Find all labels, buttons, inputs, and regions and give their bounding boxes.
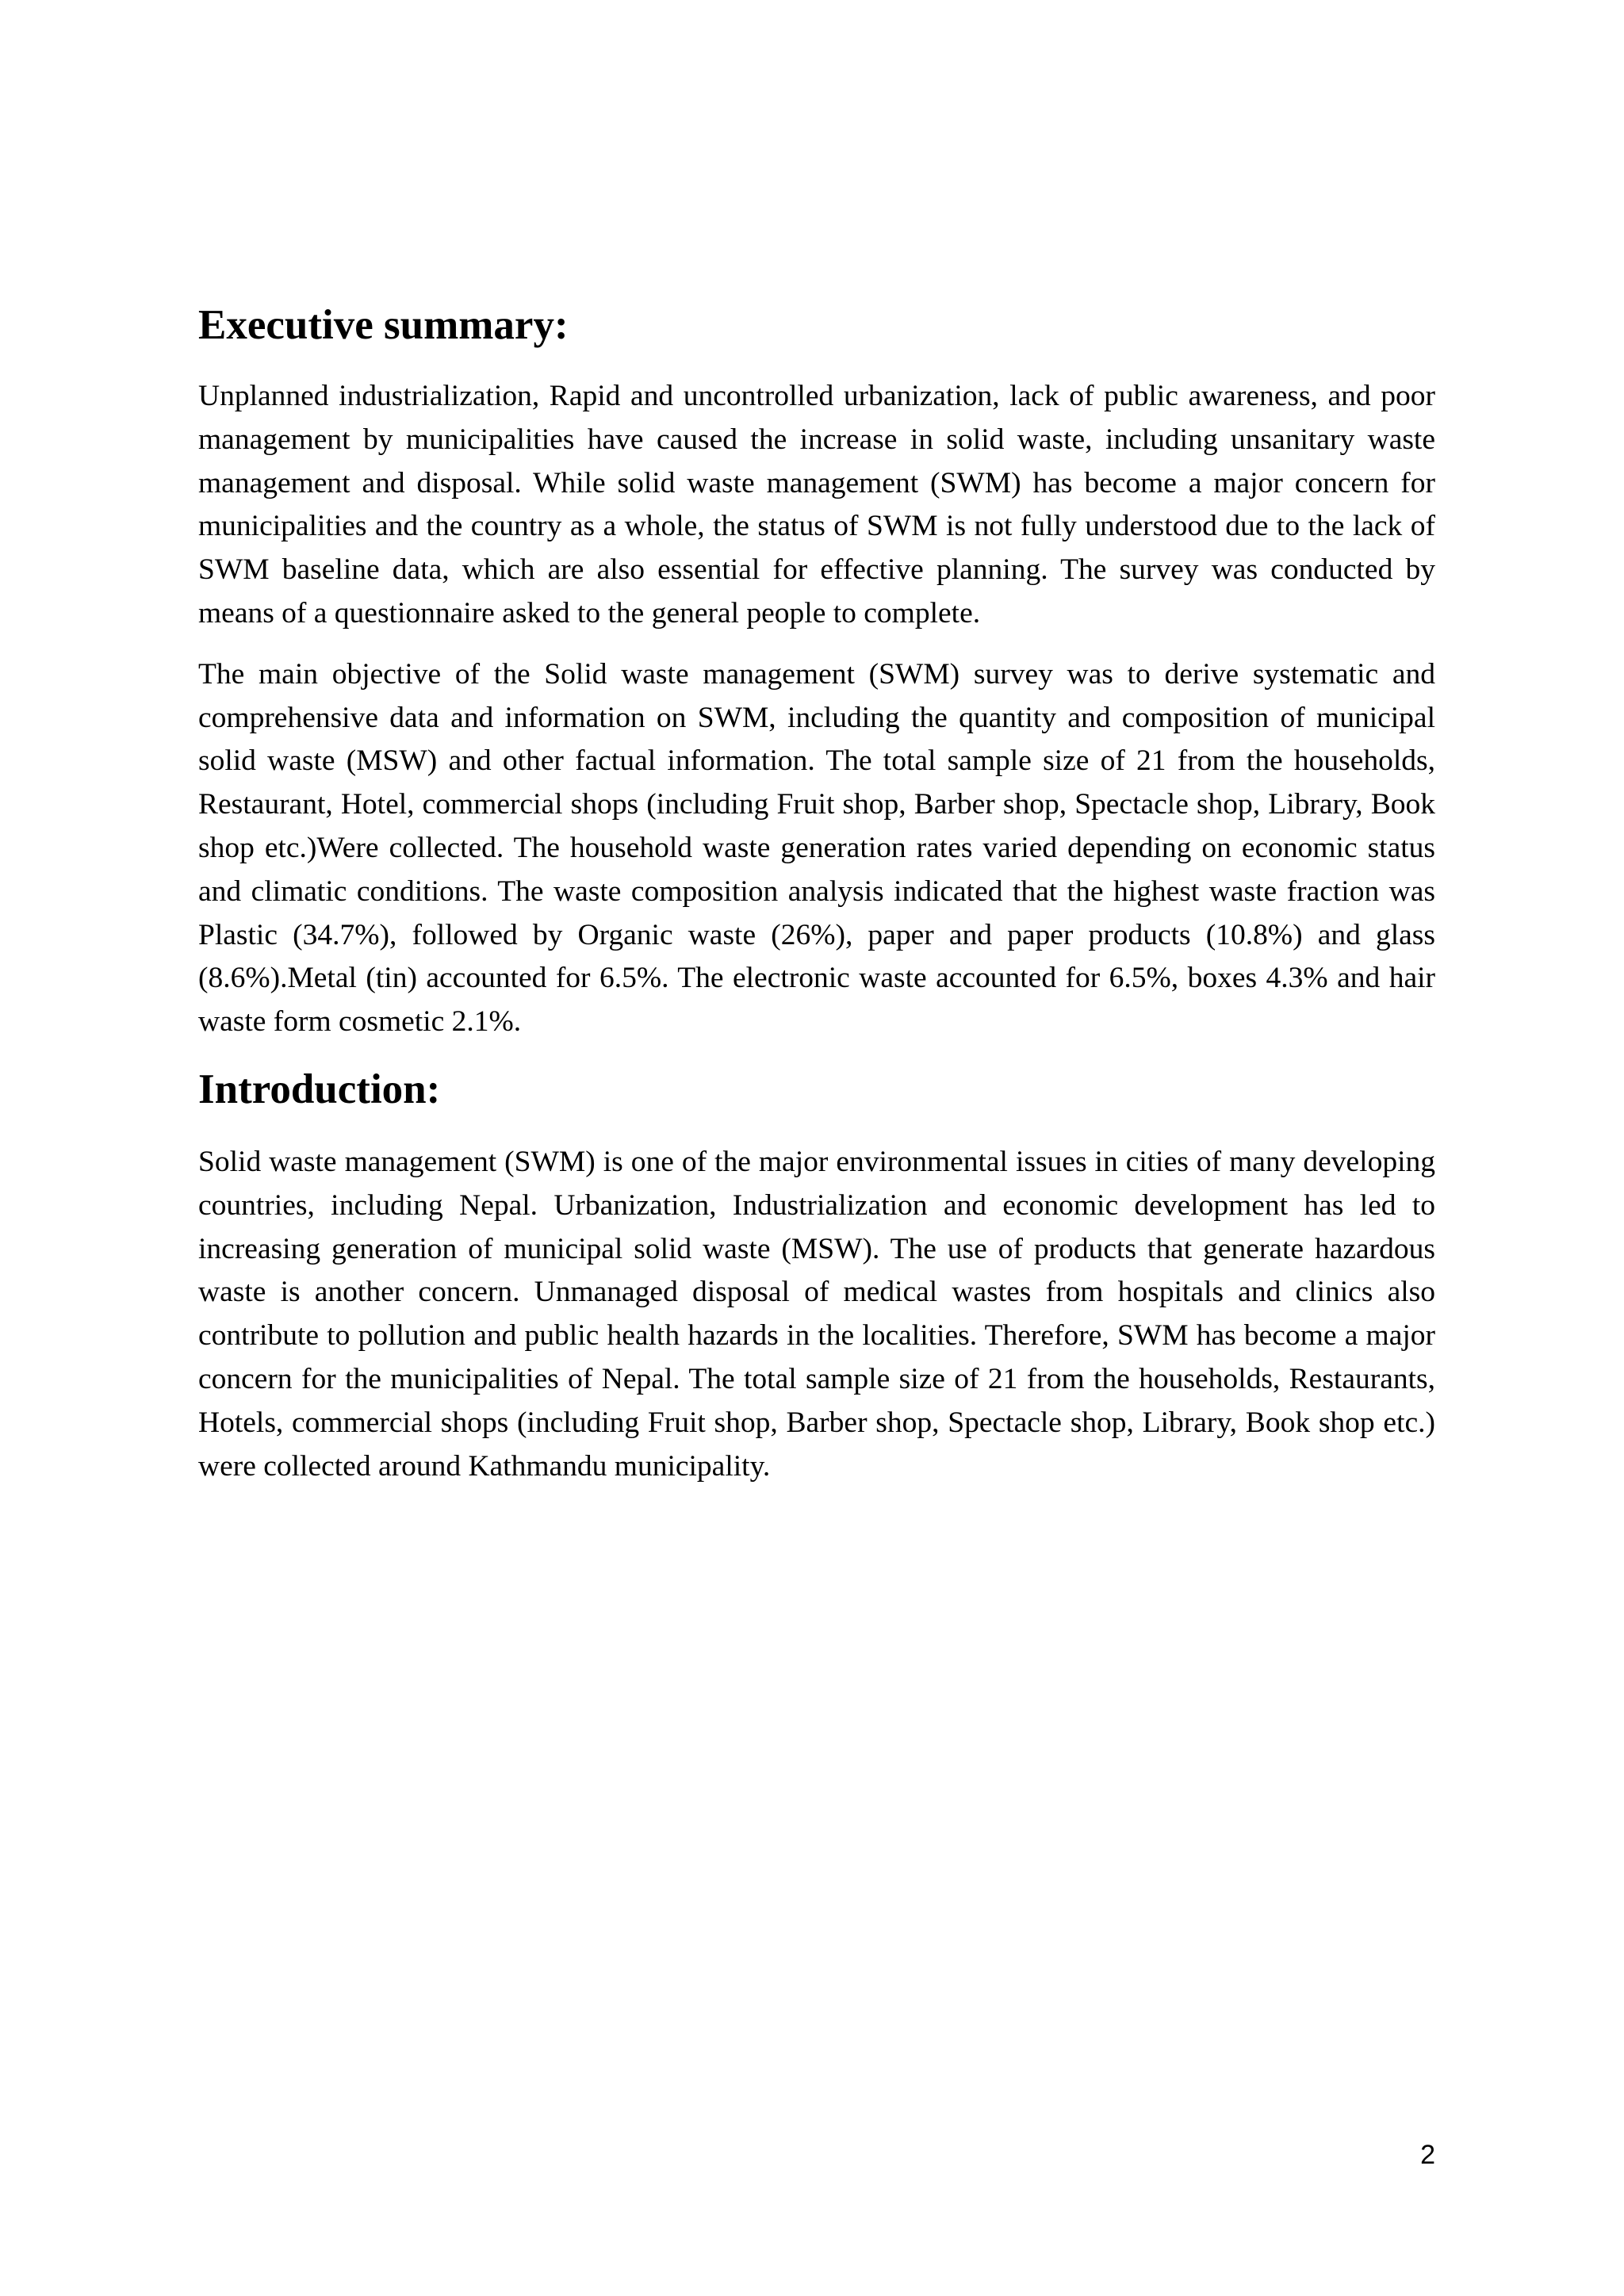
introduction-paragraph-1: Solid waste management (SWM) is one of the major environmental issues in cities of many developing countries, including Nepal. Urbanization, Industrialization and economic development has led to increasing generation of municipal solid waste (MSW). The use of products that generate hazardous waste is another concern. Unmanaged disposal of medical wastes from hospitals and clinics also contribute to pollution and public health hazards in the localities. Therefore, SWM has become a major concern for the municipalities of Nepal. The total sample size of 21 from the households, Restaurants, Hotels, commercial shops (including Fruit shop, Barber shop, Spectacle shop, Library, Book shop etc.) were collected around Kathmandu municipality. [198,1145,1435,1483]
introduction-heading: Introduction: [198,1066,441,1112]
executive-summary-paragraph-1: Unplanned industrialization, Rapid and uncontrolled urbanization, lack of public awareness, and poor management by municipalities have caused the increase in solid waste, including unsanitary waste management and disposal. While solid waste management (SWM) has become a major concern for municipalities and the country as a whole, the status of SWM is not fully understood due to the lack of SWM baseline data, which are also essential for effective planning. The survey was conducted by means of a questionnaire asked to the general people to complete. [198,380,1435,629]
executive-summary-paragraph-2: The main objective of the Solid waste management (SWM) survey was to derive systematic and comprehensive data and information on SWM, including the quantity and composition of municipal solid waste (MSW) and other factual information. The total sample size of 21 from the households, Restaurant, Hotel, commercial shops (including Fruit shop, Barber shop, Spectacle shop, Library, Book shop etc.)Were collected. The household waste generation rates varied depending on economic status and climatic conditions. The waste composition analysis indicated that the highest waste fraction was Plastic (34.7%), followed by Organic waste (26%), paper and paper products (10.8%) and glass (8.6%).Metal (tin) accounted for 6.5%. The electronic waste accounted for 6.5%, boxes 4.3% and hair waste form cosmetic 2.1%. [198,657,1435,1039]
page-number: 2 [1420,2140,1435,2170]
executive-summary-heading: Executive summary: [198,302,569,348]
page-content [198,297,1435,1506]
